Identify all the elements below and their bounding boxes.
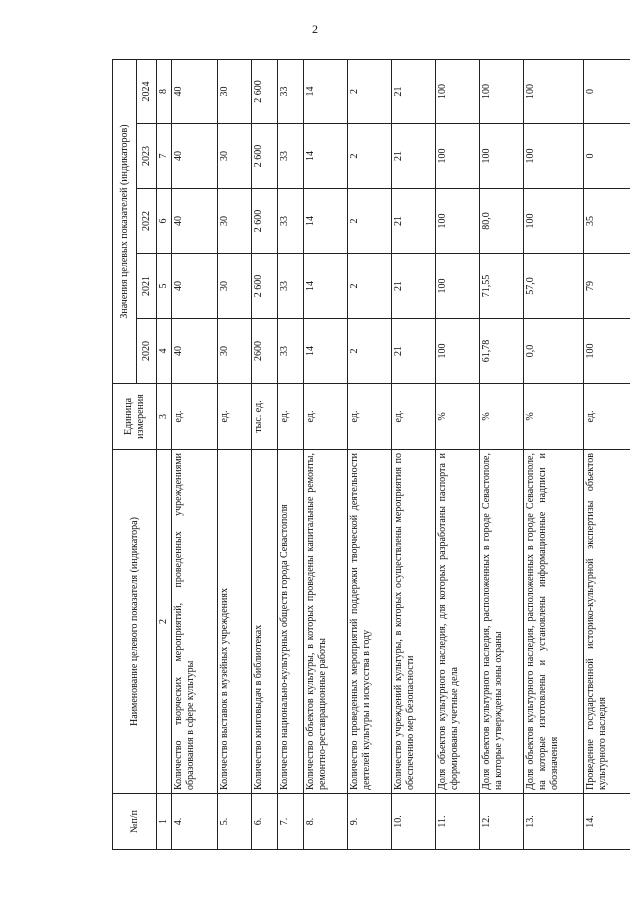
table-row (172, 59, 218, 849)
row-value: 14 (304, 254, 348, 319)
row-value: 100 (436, 319, 480, 384)
header-year: 2024 (137, 59, 157, 123)
row-value: 2 600 (252, 59, 278, 123)
row-value: 14 (304, 59, 348, 123)
row-value: 40 (172, 124, 218, 189)
header-year: 2020 (137, 319, 157, 384)
row-num: 5. (218, 794, 252, 850)
header-year: 2023 (137, 124, 157, 189)
row-value: 2 (348, 319, 392, 384)
index-cell: 3 (157, 384, 172, 450)
row-num: 6. (252, 794, 278, 850)
row-value: 2 (348, 59, 392, 123)
row-value: 30 (218, 319, 252, 384)
table-row (524, 59, 584, 849)
header-year: 2022 (137, 189, 157, 254)
row-value: 100 (436, 59, 480, 123)
row-unit: ед. (584, 384, 630, 450)
row-value: 30 (218, 254, 252, 319)
row-value: 2 600 (252, 254, 278, 319)
row-unit: ед. (172, 384, 218, 450)
row-unit: ед. (218, 384, 252, 450)
row-value: 14 (304, 124, 348, 189)
row-unit: ед. (392, 384, 436, 450)
row-unit: тыс. ед. (252, 384, 278, 450)
index-cell: 2 (157, 450, 172, 794)
table-row (252, 59, 278, 849)
index-cell: 7 (157, 124, 172, 189)
row-unit: ед. (348, 384, 392, 450)
header-name: Наименование целевого показателя (индикатора) (113, 450, 157, 794)
row-value: 33 (278, 189, 304, 254)
row-value: 14 (304, 189, 348, 254)
row-value: 2 (348, 124, 392, 189)
row-value: 100 (524, 189, 584, 254)
index-cell: 4 (157, 319, 172, 384)
row-value: 80,0 (480, 189, 524, 254)
table-row (278, 59, 304, 849)
row-value: 40 (172, 319, 218, 384)
row-unit: % (480, 384, 524, 450)
row-value: 2 (348, 254, 392, 319)
row-value: 100 (480, 124, 524, 189)
row-value: 21 (392, 254, 436, 319)
row-num: 10. (392, 794, 436, 850)
row-value: 0,0 (524, 319, 584, 384)
row-num: 13. (524, 794, 584, 850)
row-value: 100 (524, 59, 584, 123)
table-row (304, 59, 348, 849)
row-value: 2 600 (252, 189, 278, 254)
row-value: 71,55 (480, 254, 524, 319)
index-row (157, 59, 172, 849)
row-value: 0 (584, 124, 630, 189)
row-name: Количество творческих мероприятий, проведенных учреждениями образования в сфере культуры (172, 450, 218, 794)
row-num: 11. (436, 794, 480, 850)
row-value: 100 (436, 189, 480, 254)
row-value: 33 (278, 254, 304, 319)
indicators-table (112, 59, 630, 850)
rotated-table-container (112, 60, 610, 850)
table-row (218, 59, 252, 849)
row-unit: ед. (304, 384, 348, 450)
row-value: 33 (278, 59, 304, 123)
row-value: 100 (584, 319, 630, 384)
row-value: 30 (218, 189, 252, 254)
row-unit: ед. (278, 384, 304, 450)
row-value: 100 (524, 124, 584, 189)
row-value: 100 (436, 254, 480, 319)
row-name: Количество учреждений культуры, в которых осуществлены мероприятия по обеспечению мер безопасности (392, 450, 436, 794)
table-row (348, 59, 392, 849)
row-num: 14. (584, 794, 630, 850)
row-name: Доля объектов культурного наследия, расположенных в городе Севастополе, на которые утверждены зоны охраны (480, 450, 524, 794)
table-row (392, 59, 436, 849)
header-unit: Единица измерения (113, 384, 157, 450)
header-num: №п/п (113, 794, 157, 850)
row-value: 33 (278, 124, 304, 189)
row-name: Проведение государственной историко-культурной экспертизы объектов культурного наследия (584, 450, 630, 794)
row-num: 4. (172, 794, 218, 850)
row-name: Количество объектов культуры, в которых проведены капитальные ремонты, ремонтно-реставрационные работы (304, 450, 348, 794)
row-value: 21 (392, 59, 436, 123)
row-num: 12. (480, 794, 524, 850)
row-num: 8. (304, 794, 348, 850)
row-value: 2600 (252, 319, 278, 384)
page-number: 2 (312, 22, 318, 36)
row-value: 2 (348, 189, 392, 254)
row-value: 100 (436, 124, 480, 189)
index-cell: 5 (157, 254, 172, 319)
row-name: Количество национально-культурных обществ города Севастополя (278, 450, 304, 794)
row-value: 2 600 (252, 124, 278, 189)
table-row (584, 59, 630, 849)
row-value: 40 (172, 59, 218, 123)
row-name: Количество выставок в музейных учреждениях (218, 450, 252, 794)
row-value: 61,78 (480, 319, 524, 384)
table-row (480, 59, 524, 849)
header-values: Значения целевых показателей (индикаторов) (113, 59, 137, 383)
row-name: Количество проведенных мероприятий поддержки творческой деятельности деятелей культуры и искусства в году (348, 450, 392, 794)
table-row (436, 59, 480, 849)
index-cell: 6 (157, 189, 172, 254)
row-name: Количество книговыдач в библиотеках (252, 450, 278, 794)
row-num: 7. (278, 794, 304, 850)
row-value: 33 (278, 319, 304, 384)
index-cell: 1 (157, 794, 172, 850)
row-value: 35 (584, 189, 630, 254)
row-value: 21 (392, 189, 436, 254)
row-unit: % (436, 384, 480, 450)
row-num: 9. (348, 794, 392, 850)
row-value: 40 (172, 254, 218, 319)
row-value: 100 (480, 59, 524, 123)
row-value: 79 (584, 254, 630, 319)
row-value: 21 (392, 124, 436, 189)
row-value: 14 (304, 319, 348, 384)
row-value: 30 (218, 59, 252, 123)
header-year: 2021 (137, 254, 157, 319)
row-name: Доля объектов культурного наследия, расположенных в городе Севастополе, на которые изготовлены и установлены информационные надписи и обозначения (524, 450, 584, 794)
index-cell: 8 (157, 59, 172, 123)
row-name: Доля объектов культурного наследия, для которых разработаны паспорта и сформированы учетные дела (436, 450, 480, 794)
row-value: 30 (218, 124, 252, 189)
row-unit: % (524, 384, 584, 450)
row-value: 40 (172, 189, 218, 254)
row-value: 0 (584, 59, 630, 123)
row-value: 57,0 (524, 254, 584, 319)
row-value: 21 (392, 319, 436, 384)
